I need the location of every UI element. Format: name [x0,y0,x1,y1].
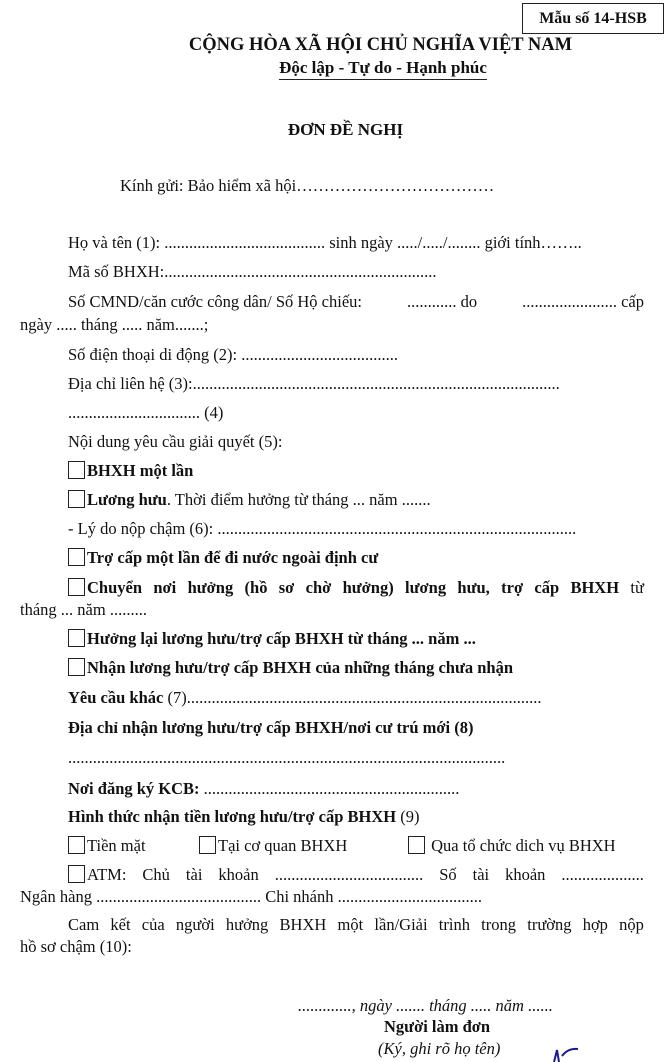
word: Số [439,865,457,884]
address-continuation-field[interactable]: ................................ (4) [68,403,224,422]
checkbox[interactable] [408,836,425,854]
kcb-label: Nơi đăng ký KCB: [68,779,200,798]
word: hưởng [187,578,234,597]
late-reason-field[interactable]: - Lý do nộp chậm (6): ....................................................................................... [68,519,577,538]
word: cấp [534,578,560,597]
checkbox[interactable] [68,548,85,566]
word: Chuyển [87,578,143,597]
kcb-dots: .............................................................. [199,779,460,798]
account-holder-field[interactable]: .................................... [274,865,424,884]
word: của [141,915,165,934]
request-label: Trợ cấp một lần để đi nước ngoài định cư [87,548,379,567]
bank-branch-field[interactable]: Ngân hàng ........................................ Chi nhánh ................................... [20,887,482,906]
id-issuer-dots: ....................... cấp [522,292,644,311]
word: kết [110,915,131,934]
phone-field[interactable]: Số điện thoại di động (2): ...................................... [68,345,398,364]
checkbox[interactable] [68,836,85,854]
payment-option-service-org[interactable] [408,836,616,856]
checkbox[interactable] [68,865,85,883]
word: ATM: [87,865,127,884]
word: lần/Giải [374,915,428,934]
word: hưởng) [342,578,394,597]
request-label: Nhận lương hưu/trợ cấp BHXH của những tháng chưa nhận [87,658,514,677]
request-detail: . Thời điểm hưởng từ tháng ... năm ....... [166,490,431,509]
request-pension[interactable] [68,490,431,510]
word: lương [405,578,447,597]
new-address-label: Địa chỉ nhận lương hưu/trợ cấp BHXH/nơi cư trú mới (8) [68,718,474,737]
payment-option-atm[interactable] [68,865,644,885]
recipient-line: Kính gửi: Bảo hiểm xã hội……………………………… [120,176,495,195]
checkbox[interactable] [68,490,85,508]
id-label: Số CMND/căn cước công dân/ Số Hộ chiếu: [68,292,362,311]
payment-heading-label: Hình thức nhận tiền lương hưu/trợ cấp BHXH [68,807,397,826]
word: tài [185,865,203,884]
name-birth-gender-field[interactable]: Họ và tên (1): ....................................... sinh ngày ...../...../........ giới tính…….. [68,233,582,252]
signature-date-field[interactable]: ............., ngày ....... tháng ..... năm ...... [298,996,553,1015]
request-label: Lương hưu [87,490,167,509]
word: hưởng [225,915,269,934]
word: sơ [278,578,295,597]
word: hợp [582,915,608,934]
new-address-field[interactable]: .......................................................................................................... [68,748,506,767]
id-number-field[interactable] [68,292,644,312]
word: nộp [619,915,644,934]
atm-word [68,865,126,885]
word: tài [472,865,490,884]
request-transfer-date[interactable]: tháng ... năm ......... [20,600,147,619]
option-label: Tiền mặt [87,836,146,855]
request-label: Hưởng lại lương hưu/trợ cấp BHXH từ tháng ... năm ... [87,629,476,648]
other-request-label: Yêu cầu khác [68,688,164,707]
signature-stroke [554,1049,578,1062]
form-code-box: Mẫu số 14-HSB [522,3,664,34]
commitment-line-2: hồ sơ chậm (10): [20,937,132,956]
word: trình [438,915,470,934]
id-number-dots: ............ do [406,292,478,311]
bhxh-code-field[interactable]: Mã số BHXH:.................................................................. [68,262,437,281]
address-field[interactable]: Địa chỉ liên hệ (3):......................................................................................... [68,374,560,393]
motto [0,58,671,78]
country-name: CỘNG HÒA XÃ HỘI CHỦ NGHĨA VIỆT NAM [188,35,573,55]
document-title: ĐƠN ĐỀ NGHỊ [287,120,404,139]
payment-option-cash[interactable] [68,836,146,856]
signature-note: (Ký, ghi rõ họ tên) [378,1039,501,1058]
word: trong [481,915,517,934]
request-lump-sum[interactable] [68,461,193,481]
checkbox[interactable] [68,461,85,479]
option-label: Tại cơ quan BHXH [218,836,348,855]
payment-heading [68,807,419,827]
word: Chủ [142,865,170,884]
word: từ [630,578,644,597]
request-unclaimed-months[interactable] [68,658,513,678]
request-resume-pension[interactable] [68,629,476,649]
payment-heading-note: (9) [396,807,420,826]
word: (hồ [244,578,268,597]
other-request-field[interactable] [68,688,541,708]
commitment-line [68,915,644,935]
word: một [337,915,364,934]
word: khoản [505,865,546,884]
request-emigration-allowance[interactable] [68,548,378,568]
checkbox[interactable] [68,578,85,596]
account-number-field[interactable]: .................... [561,865,644,884]
word: trợ [501,578,524,597]
checkbox[interactable] [199,836,216,854]
word: người [175,915,215,934]
checkbox[interactable] [68,658,85,676]
word: BHXH [570,578,620,597]
word: Cam [68,915,100,934]
word: khoản [218,865,259,884]
option-label: Qua tổ chức dich vụ BHXH [427,836,616,855]
motto-text: Độc lập - Tự do - Hạnh phúc [279,58,487,80]
request-label: BHXH một lần [87,461,194,480]
word: trường [527,915,572,934]
handwritten-signature-mark [548,1046,588,1062]
requests-heading: Nội dung yêu cầu giải quyết (5): [68,432,283,451]
other-request-dots: (7)...................................................................................... [163,688,542,707]
kcb-field[interactable] [68,779,459,799]
word: hưu, [457,578,490,597]
id-issue-date-field[interactable]: ngày ..... tháng ..... năm.......; [20,315,209,334]
request-transfer-word [68,578,142,598]
signer-label: Người làm đơn [384,1017,491,1036]
payment-option-bhxh-office[interactable] [199,836,347,856]
checkbox[interactable] [68,629,85,647]
word: chờ [305,578,332,597]
word: BHXH [279,915,327,934]
word: nơi [153,578,177,597]
request-transfer[interactable] [68,578,644,598]
